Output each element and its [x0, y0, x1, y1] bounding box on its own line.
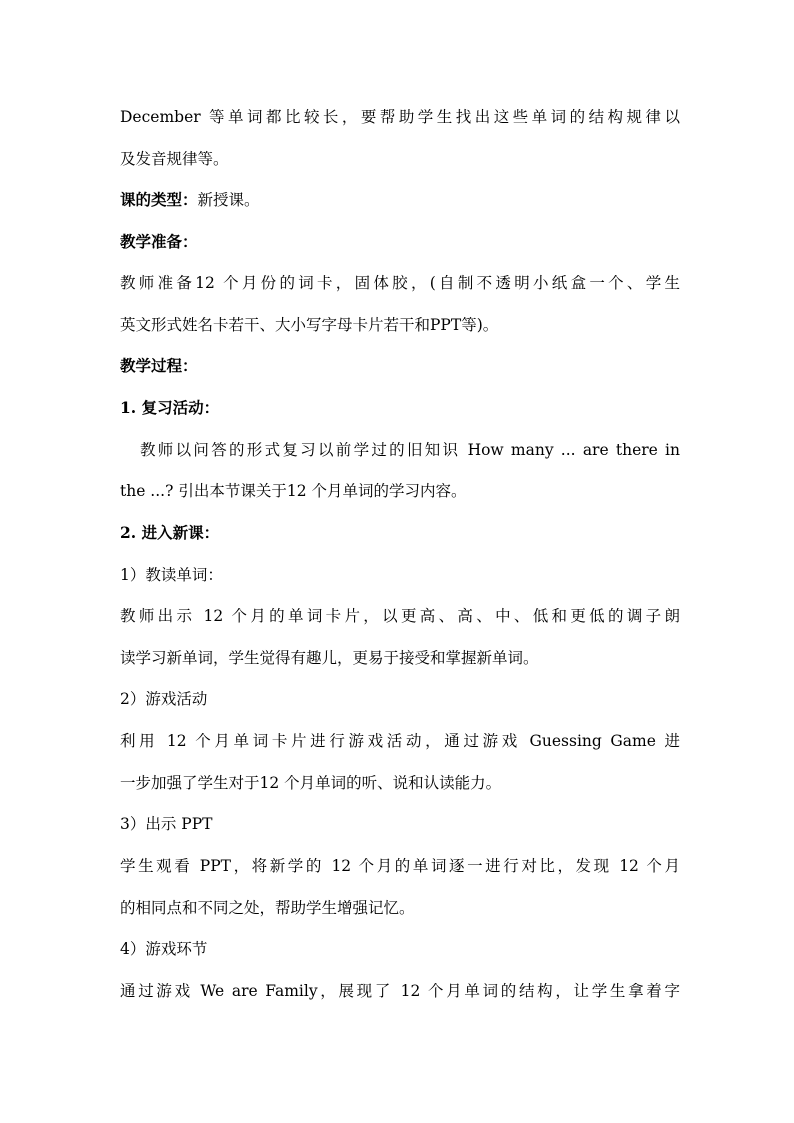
lesson-type-row: [120, 190, 680, 210]
paragraph-line-family-1: 通过游戏 We are Family，展现了 12 个月单词的结构，让学生拿着字: [120, 982, 680, 1000]
paragraph-line-ppt-2: 的相同点和不同之处，帮助学生增强记忆。: [120, 899, 415, 917]
paragraph-line-intro-2: 及发音规律等。: [120, 150, 229, 168]
paragraph-line-review-2: the ...? 引出本节课关于12 个月单词的学习内容。: [120, 482, 467, 500]
paragraph-line-game-2: 一步加强了学生对于12 个月单词的听、说和认读能力。: [120, 774, 502, 792]
lesson-type-value: 新授课。: [197, 191, 260, 209]
step-heading-new-lesson: 2. 进入新课：: [120, 523, 220, 542]
step-heading-review: 1. 复习活动：: [120, 398, 220, 417]
paragraph-line-ppt-1: 学生观看 PPT，将新学的 12 个月的单词逐一进行对比，发现 12 个月: [120, 857, 680, 875]
sub-heading-game-activity: 2）游戏活动: [120, 690, 208, 708]
sub-heading-show-ppt: 3）出示 PPT: [120, 815, 213, 833]
paragraph-line-teach-1: 教师出示 12 个月的单词卡片，以更高、高、中、低和更低的调子朗: [120, 607, 680, 625]
paragraph-line-preparation-1: 教师准备12 个月份的词卡，固体胶，(自制不透明小纸盒一个、学生: [120, 274, 680, 292]
paragraph-line-preparation-2: 英文形式姓名卡若干、大小写字母卡片若干和PPT等)。: [120, 316, 499, 334]
section-heading-process: 教学过程：: [120, 356, 198, 375]
lesson-type-heading: 课的类型：: [120, 190, 198, 209]
paragraph-line-review-1: 教师以问答的形式复习以前学过的旧知识 How many ... are there in: [140, 441, 680, 459]
sub-heading-teach-words: 1）教读单词：: [120, 566, 223, 584]
section-heading-preparation: 教学准备：: [120, 232, 198, 251]
paragraph-line-teach-2: 读学习新单词，学生觉得有趣儿，更易于接受和掌握新单词。: [120, 649, 539, 667]
paragraph-line-game-1: 利用 12 个月单词卡片进行游戏活动，通过游戏 Guessing Game 进: [120, 732, 680, 750]
sub-heading-game-session: 4）游戏环节: [120, 940, 208, 958]
paragraph-line-intro-1: December 等单词都比较长，要帮助学生找出这些单词的结构规律以: [120, 108, 680, 126]
